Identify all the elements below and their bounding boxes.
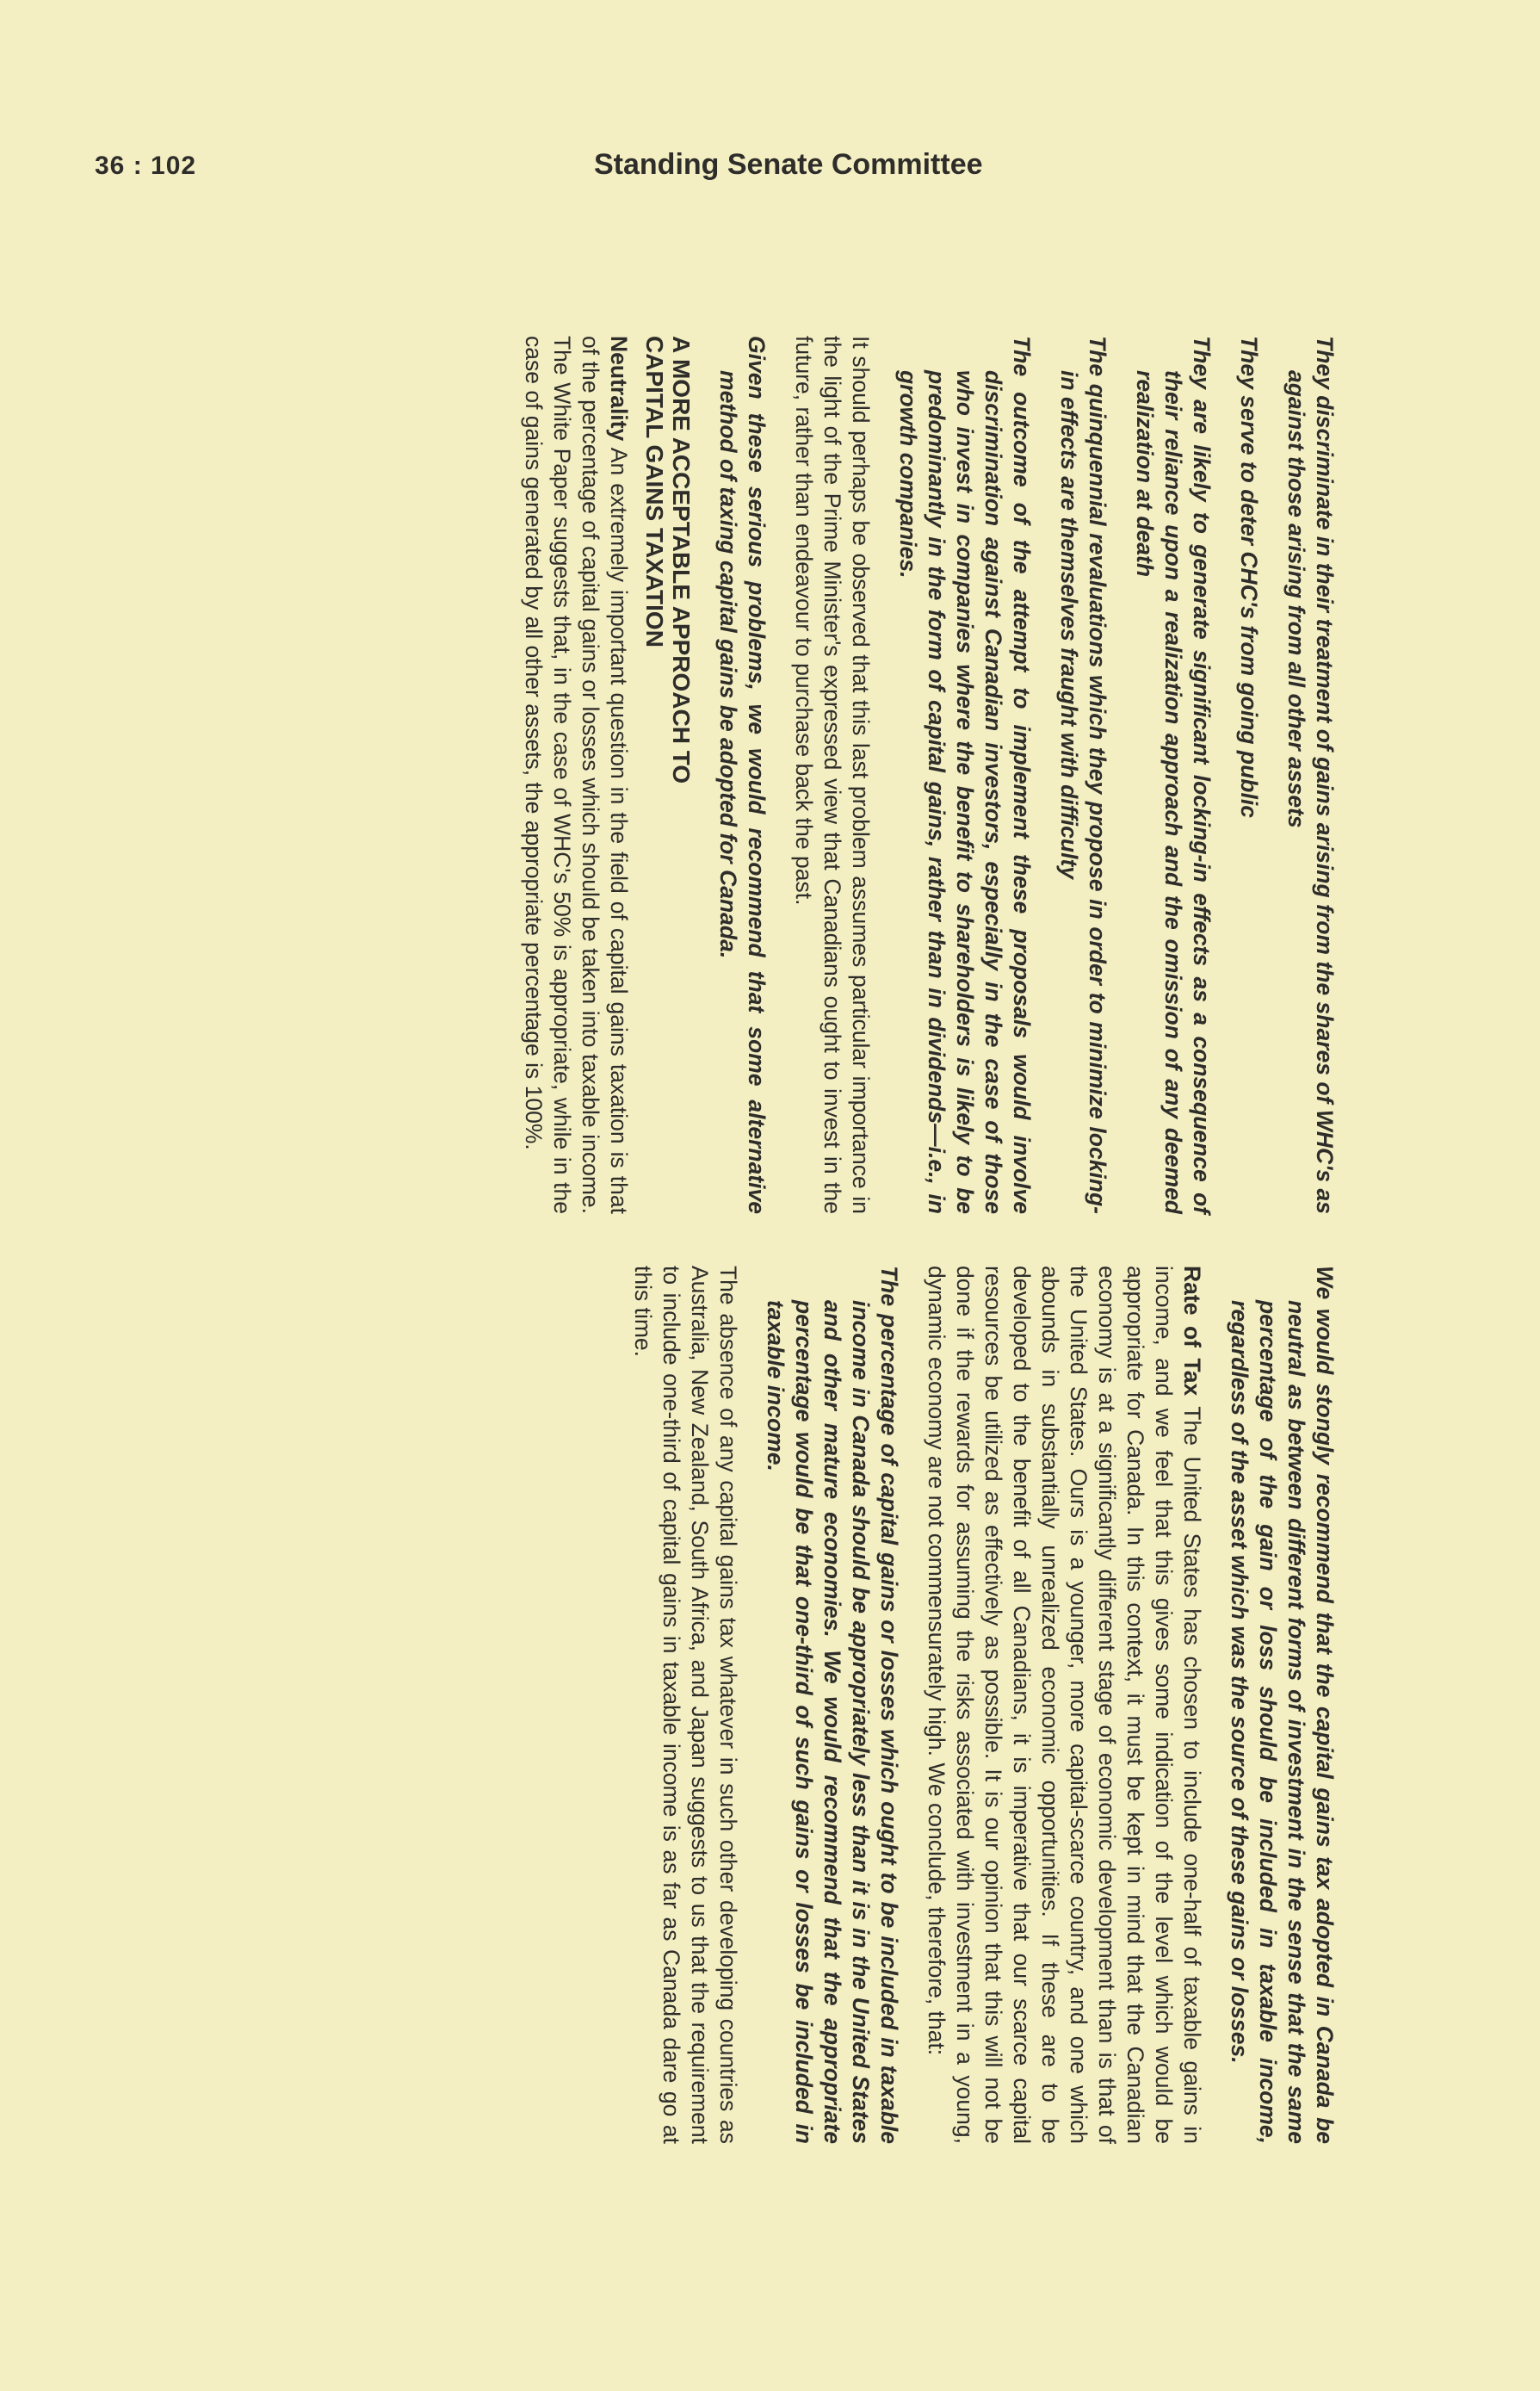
list-item: The outcome of the attempt to implement these proposals would involve discrimination against Canadian investors, especially in the case of those who invest in companies where the benefit to shareholders is likely to be predominantly in the form of capital gains, rather than in dividends—i.e., in growth companies. <box>895 336 1035 1214</box>
list-item: The quinquennial revaluations which they propose in order to minimize locking-in effects are themselves fraught with difficulty <box>1056 336 1110 1214</box>
list-item: They discriminate in their treatment of gains arising from the shares of WHC's as against those arising from all other assets <box>1283 336 1338 1214</box>
recommendation: We would stongly recommend that the capital gains tax adopted in Canada be neutral as between different forms of investment in the sense that the same percentage of the gain or loss should be included in taxable income, regardless of the asset which was the source of these gains or losses. <box>1227 1266 1338 2144</box>
paragraph-text: The United States has chosen to include one-half of taxable gains in income, and we feel that this gives some indication of the level which would be appropriate for Canada. In this context, it must be kept in mind that the Canadian economy is at a significantly different stage of economic development than is that of the United States. Ours is a younger, more capital-scarce country, and one which abounds in substantially unrealized economic opportunities. If these are to be developed to the benefit of all Canadians, it is imperative that our scarce capital resources be utilized as effectively as possible. It is our opinion that this will not be done if the rewards for assuming the risks associated with investment in a young, dynamic economy are not commensurately high. We conclude, therefore, that: <box>924 1266 1205 2145</box>
list-item: They are likely to generate significant locking-in effects as a consequence of their reliance upon a realization approach and the omission of any deemed realization at death <box>1132 336 1215 1214</box>
section-heading-line: CAPITAL GAINS TAXATION <box>641 336 668 647</box>
left-column <box>263 1266 1339 2153</box>
paragraph-lead: Rate of Tax <box>1179 1266 1205 1397</box>
section-heading-line: A MORE ACCEPTABLE APPROACH TO <box>668 336 695 784</box>
recommendation: Given these serious problems, we would recommend that some alternative method of taxing capital gains be adopted for Canada. <box>715 336 770 1214</box>
paragraph-lead: Neutrality <box>606 336 632 442</box>
list-item: They serve to deter CHC's from going public <box>1236 336 1262 818</box>
running-head: Standing Senate Committee <box>594 148 983 181</box>
paragraph <box>519 336 633 1214</box>
recommendation: The percentage of capital gains or losses which ought to be included in taxable income in Canada should be appropriately less than it is in the United States and other mature economies. We would recommend that the appropriate percentage would be that one-third of such gains or losses be included in taxable income. <box>763 1266 902 2144</box>
paragraph: It should perhaps be observed that this last problem assumes particular importance in the light of the Prime Minister's expressed view that Canadians ought to invest in the future, rather than endeavour to purchase back the past. <box>791 336 874 1214</box>
paragraph <box>922 1266 1206 2144</box>
paragraph: The absence of any capital gains tax whatever in such other developing countries as Australia, New Zealand, South Africa, and Japan suggests to us that the requirement to include one-third of capital gains in taxable income is as far as Canada dare go at this time. <box>630 1266 741 2144</box>
paragraph-text: An extremely important question in the field of capital gains taxation is that of the percentage of capital gains or losses which should be taken into taxable income. The White Paper suggests that, in the case of WHC's 50% is appropriate, while in the case of gains generated by all other assets, the appropriate percentage is 100%. <box>521 336 632 1214</box>
rotated-text-block <box>263 232 1339 2153</box>
section-heading <box>641 336 695 1214</box>
page-number: 36 : 102 <box>95 152 197 180</box>
right-column <box>263 232 1339 1214</box>
